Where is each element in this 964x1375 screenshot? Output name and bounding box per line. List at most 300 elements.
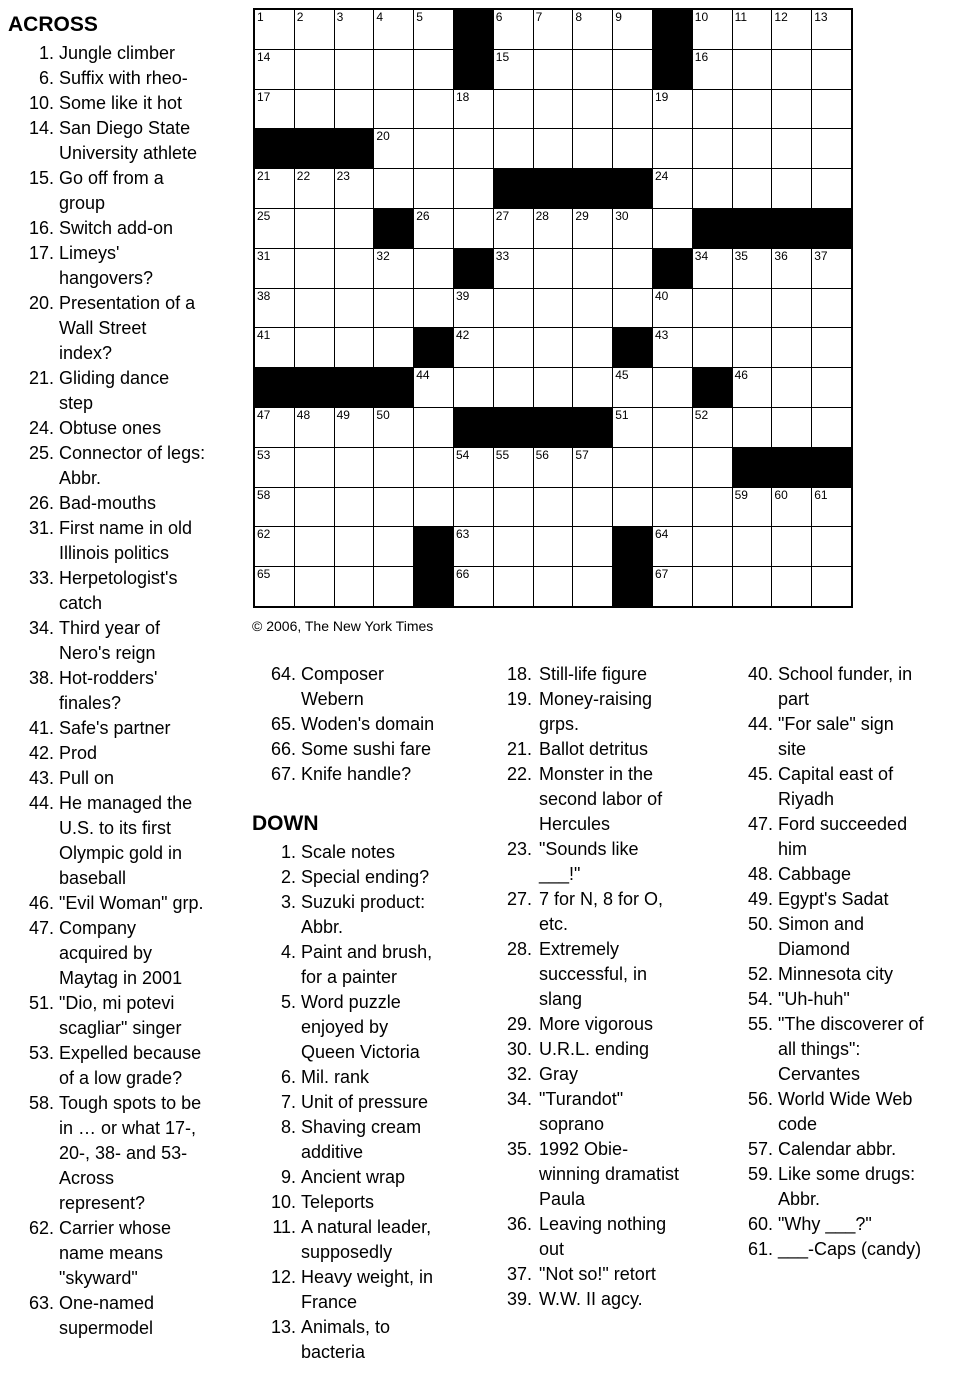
grid-cell-r14c14[interactable]	[772, 527, 811, 566]
grid-cell-r15c15[interactable]	[812, 567, 851, 606]
grid-cell-r13c15[interactable]	[812, 488, 851, 527]
grid-cell-r9c3[interactable]	[335, 328, 374, 367]
cell-number: 57	[575, 447, 589, 462]
grid-cell-r15c1[interactable]	[255, 567, 294, 606]
grid-cell-r15c4[interactable]	[374, 567, 413, 606]
clue-text: Jungle climber	[59, 43, 176, 63]
grid-cell-r13c9[interactable]	[573, 488, 612, 527]
grid-cell-r15c11[interactable]	[653, 567, 692, 606]
black-square	[573, 408, 612, 447]
grid-cell-r15c2[interactable]	[295, 567, 334, 606]
cell-number: 64	[654, 527, 669, 542]
grid-cell-r9c15[interactable]	[812, 328, 851, 367]
cell-number: 40	[654, 288, 669, 303]
grid-cell-r1c5[interactable]	[414, 10, 453, 49]
grid-cell-r8c14[interactable]	[772, 289, 811, 328]
grid-cell-r11c14[interactable]	[772, 408, 811, 447]
clue-across-38	[8, 666, 242, 716]
grid-cell-r9c13[interactable]	[733, 328, 772, 367]
clue-text: Some sushi fare	[301, 739, 432, 759]
grid-cell-r12c4[interactable]	[374, 448, 413, 487]
grid-cell-r11c12[interactable]	[693, 408, 732, 447]
cell-number: 32	[376, 248, 390, 263]
grid-cell-r11c15[interactable]	[812, 408, 851, 447]
black-square	[335, 368, 374, 407]
grid-cell-r7c12[interactable]	[693, 249, 732, 288]
clue-text: Still-life figure	[539, 664, 648, 684]
grid-cell-r9c9[interactable]	[573, 328, 612, 367]
grid-cell-r8c3[interactable]	[335, 289, 374, 328]
clue-number: 44.	[748, 714, 774, 734]
clue-down-52	[748, 962, 962, 987]
clue-across-46	[8, 891, 242, 916]
grid-cell-r9c2[interactable]	[295, 328, 334, 367]
grid-cell-r3c14[interactable]	[772, 90, 811, 129]
grid-cell-r7c1[interactable]	[255, 249, 294, 288]
grid-cell-r13c12[interactable]	[693, 488, 732, 527]
clue-number: 3.	[280, 892, 296, 912]
clue-text: Ballot detritus	[539, 739, 649, 759]
clue-number: 30.	[506, 1039, 532, 1059]
clue-number: 38.	[28, 668, 54, 688]
grid-cell-r14c4[interactable]	[374, 527, 413, 566]
grid-cell-r5c2[interactable]	[295, 169, 334, 208]
clue-down-47	[748, 812, 962, 862]
grid-cell-r12c1[interactable]	[255, 448, 294, 487]
clue-across-26	[8, 491, 242, 516]
grid-cell-r1c9[interactable]	[573, 10, 612, 49]
grid-cell-r8c8[interactable]	[534, 289, 573, 328]
grid-cell-r14c2[interactable]	[295, 527, 334, 566]
black-square	[693, 209, 732, 248]
grid-cell-r7c4[interactable]	[374, 249, 413, 288]
cell-number: 28	[535, 208, 549, 223]
clue-number: 48.	[748, 864, 774, 884]
grid-cell-r1c13[interactable]	[733, 10, 772, 49]
grid-cell-r6c6[interactable]	[454, 209, 493, 248]
grid-cell-r2c13[interactable]	[733, 50, 772, 89]
cell-number: 9	[615, 10, 622, 24]
grid-cell-r10c5[interactable]	[414, 368, 453, 407]
grid-cell-r15c12[interactable]	[693, 567, 732, 606]
clue-down-22	[505, 762, 711, 837]
clue-across-47	[8, 916, 242, 991]
black-square	[613, 567, 652, 606]
grid-cell-r15c9[interactable]	[573, 567, 612, 606]
grid-cell-r14c9[interactable]	[573, 527, 612, 566]
black-square	[613, 527, 652, 566]
grid-cell-r6c8[interactable]	[534, 209, 573, 248]
grid-cell-r2c14[interactable]	[772, 50, 811, 89]
grid-cell-r7c5[interactable]	[414, 249, 453, 288]
black-square	[255, 368, 294, 407]
grid-cell-r7c8[interactable]	[534, 249, 573, 288]
grid-cell-r12c5[interactable]	[414, 448, 453, 487]
grid-cell-r5c5[interactable]	[414, 169, 453, 208]
grid-cell-r9c4[interactable]	[374, 328, 413, 367]
grid-cell-r7c3[interactable]	[335, 249, 374, 288]
grid-cell-r4c11[interactable]	[653, 129, 692, 168]
grid-cell-r2c8[interactable]	[534, 50, 573, 89]
grid-cell-r7c14[interactable]	[772, 249, 811, 288]
grid-cell-r9c7[interactable]	[494, 328, 533, 367]
cell-number: 43	[654, 328, 669, 343]
cell-number: 30	[615, 208, 629, 223]
clue-across-17	[8, 241, 242, 291]
grid-cell-r2c7[interactable]	[494, 50, 533, 89]
grid-cell-r11c1[interactable]	[255, 408, 294, 447]
grid-cell-r3c5[interactable]	[414, 90, 453, 129]
grid-cell-r4c12[interactable]	[693, 129, 732, 168]
grid-cell-r6c1[interactable]	[255, 209, 294, 248]
grid-cell-r5c1[interactable]	[255, 169, 294, 208]
grid-cell-r5c15[interactable]	[812, 169, 851, 208]
grid-cell-r10c9[interactable]	[573, 368, 612, 407]
clue-across-42	[8, 741, 242, 766]
grid-cell-r10c11[interactable]	[653, 368, 692, 407]
cell-number: 54	[455, 447, 470, 462]
grid-cell-r15c13[interactable]	[733, 567, 772, 606]
clue-down-5	[252, 990, 484, 1065]
grid-cell-r15c7[interactable]	[494, 567, 533, 606]
clue-text: "Sounds like ___!"	[539, 839, 639, 884]
grid-cell-r8c12[interactable]	[693, 289, 732, 328]
clue-text: Mil. rank	[301, 1067, 370, 1087]
grid-cell-r13c5[interactable]	[414, 488, 453, 527]
grid-cell-r8c11[interactable]	[653, 289, 692, 328]
clue-down-59	[748, 1162, 962, 1212]
grid-cell-r5c13[interactable]	[733, 169, 772, 208]
cell-number: 41	[257, 328, 271, 343]
grid-cell-r13c1[interactable]	[255, 488, 294, 527]
grid-cell-r6c9[interactable]	[573, 209, 612, 248]
clue-across-43	[8, 766, 242, 791]
grid-cell-r7c10[interactable]	[613, 249, 652, 288]
clue-text: ___-Caps (candy)	[778, 1239, 922, 1259]
grid-cell-r3c2[interactable]	[295, 90, 334, 129]
grid-cell-r8c10[interactable]	[613, 289, 652, 328]
grid-cell-r13c11[interactable]	[653, 488, 692, 527]
grid-cell-r13c14[interactable]	[772, 488, 811, 527]
grid-cell-r8c5[interactable]	[414, 289, 453, 328]
grid-cell-r14c12[interactable]	[693, 527, 732, 566]
grid-cell-r4c6[interactable]	[454, 129, 493, 168]
cell-number: 51	[615, 407, 629, 422]
grid-cell-r13c10[interactable]	[613, 488, 652, 527]
grid-cell-r4c15[interactable]	[812, 129, 851, 168]
clue-down-35	[505, 1137, 711, 1212]
grid-cell-r8c15[interactable]	[812, 289, 851, 328]
grid-cell-r13c3[interactable]	[335, 488, 374, 527]
grid-cell-r12c12[interactable]	[693, 448, 732, 487]
grid-cell-r2c2[interactable]	[295, 50, 334, 89]
cell-number: 67	[654, 567, 669, 582]
grid-cell-r5c12[interactable]	[693, 169, 732, 208]
clue-down-11	[252, 1215, 484, 1265]
grid-cell-r13c8[interactable]	[534, 488, 573, 527]
grid-cell-r7c13[interactable]	[733, 249, 772, 288]
grid-cell-r12c11[interactable]	[653, 448, 692, 487]
clue-down-34	[505, 1087, 711, 1137]
grid-cell-r9c12[interactable]	[693, 328, 732, 367]
grid-cell-r7c2[interactable]	[295, 249, 334, 288]
clue-text: Leaving nothing out	[539, 1214, 667, 1259]
black-square	[534, 169, 573, 208]
grid-cell-r9c11[interactable]	[653, 328, 692, 367]
grid-cell-r5c4[interactable]	[374, 169, 413, 208]
grid-cell-r8c6[interactable]	[454, 289, 493, 328]
grid-cell-r10c7[interactable]	[494, 368, 533, 407]
clue-number: 41.	[28, 718, 54, 738]
grid-cell-r15c14[interactable]	[772, 567, 811, 606]
grid-cell-r11c5[interactable]	[414, 408, 453, 447]
grid-cell-r3c9[interactable]	[573, 90, 612, 129]
clue-number: 51.	[28, 993, 54, 1013]
grid-cell-r14c6[interactable]	[454, 527, 493, 566]
grid-cell-r2c1[interactable]	[255, 50, 294, 89]
grid-cell-r13c6[interactable]	[454, 488, 493, 527]
black-square	[653, 50, 692, 89]
grid-cell-r11c3[interactable]	[335, 408, 374, 447]
cell-number: 61	[814, 487, 828, 502]
clue-text: "Dio, mi potevi scagliar" singer	[59, 993, 182, 1038]
grid-cell-r5c14[interactable]	[772, 169, 811, 208]
grid-cell-r2c15[interactable]	[812, 50, 851, 89]
grid-cell-r4c8[interactable]	[534, 129, 573, 168]
grid-cell-r14c1[interactable]	[255, 527, 294, 566]
grid-cell-r1c1[interactable]	[255, 10, 294, 49]
grid-cell-r12c6[interactable]	[454, 448, 493, 487]
grid-cell-r12c9[interactable]	[573, 448, 612, 487]
grid-cell-r3c13[interactable]	[733, 90, 772, 129]
grid-cell-r1c2[interactable]	[295, 10, 334, 49]
clue-down-61	[748, 1237, 962, 1262]
grid-cell-r1c4[interactable]	[374, 10, 413, 49]
grid-cell-r7c15[interactable]	[812, 249, 851, 288]
cell-number: 38	[257, 288, 271, 303]
cell-number: 44	[416, 368, 430, 383]
grid-cell-r4c13[interactable]	[733, 129, 772, 168]
grid-cell-r9c8[interactable]	[534, 328, 573, 367]
grid-cell-r6c7[interactable]	[494, 209, 533, 248]
grid-cell-r1c14[interactable]	[772, 10, 811, 49]
clue-across-63	[8, 1291, 242, 1341]
clue-down-23	[505, 837, 711, 887]
grid-cell-r2c3[interactable]	[335, 50, 374, 89]
copyright-notice: © 2006, The New York Times	[252, 618, 434, 634]
grid-cell-r14c3[interactable]	[335, 527, 374, 566]
clue-number: 17.	[28, 243, 54, 263]
clue-across-66	[252, 737, 484, 762]
grid-cell-r3c6[interactable]	[454, 90, 493, 129]
clue-number: 18.	[506, 664, 532, 684]
grid-cell-r11c4[interactable]	[374, 408, 413, 447]
clue-down-6	[252, 1065, 484, 1090]
grid-cell-r8c2[interactable]	[295, 289, 334, 328]
grid-cell-r10c8[interactable]	[534, 368, 573, 407]
down-clue-list-2	[505, 662, 711, 1312]
grid-cell-r13c4[interactable]	[374, 488, 413, 527]
down-clues-column-2	[505, 662, 711, 1312]
grid-cell-r12c8[interactable]	[534, 448, 573, 487]
grid-cell-r10c10[interactable]	[613, 368, 652, 407]
grid-cell-r12c3[interactable]	[335, 448, 374, 487]
grid-cell-r15c8[interactable]	[534, 567, 573, 606]
grid-cell-r6c10[interactable]	[613, 209, 652, 248]
grid-cell-r12c10[interactable]	[613, 448, 652, 487]
grid-cell-r7c9[interactable]	[573, 249, 612, 288]
grid-cell-r3c4[interactable]	[374, 90, 413, 129]
clue-across-64	[252, 662, 484, 712]
grid-cell-r6c3[interactable]	[335, 209, 374, 248]
grid-cell-r14c8[interactable]	[534, 527, 573, 566]
grid-cell-r10c6[interactable]	[454, 368, 493, 407]
grid-cell-r5c6[interactable]	[454, 169, 493, 208]
clue-number: 14.	[28, 118, 54, 138]
grid-cell-r2c9[interactable]	[573, 50, 612, 89]
grid-cell-r1c10[interactable]	[613, 10, 652, 49]
clue-across-14	[8, 116, 242, 166]
clue-number: 33.	[28, 568, 54, 588]
clue-text: Suzuki product: Abbr.	[301, 892, 426, 937]
grid-cell-r8c1[interactable]	[255, 289, 294, 328]
grid-cell-r8c7[interactable]	[494, 289, 533, 328]
clue-number: 66.	[270, 739, 296, 759]
grid-cell-r3c10[interactable]	[613, 90, 652, 129]
grid-cell-r14c13[interactable]	[733, 527, 772, 566]
grid-cell-r7c7[interactable]	[494, 249, 533, 288]
grid-cell-r2c5[interactable]	[414, 50, 453, 89]
grid-cell-r9c6[interactable]	[454, 328, 493, 367]
grid-cell-r4c4[interactable]	[374, 129, 413, 168]
grid-cell-r5c11[interactable]	[653, 169, 692, 208]
clue-number: 57.	[748, 1139, 774, 1159]
clue-text: Presentation of a Wall Street index?	[59, 293, 196, 363]
grid-cell-r4c9[interactable]	[573, 129, 612, 168]
clue-text: Some like it hot	[59, 93, 183, 113]
grid-cell-r10c15[interactable]	[812, 368, 851, 407]
clue-text: "Uh-huh"	[778, 989, 850, 1009]
grid-cell-r6c5[interactable]	[414, 209, 453, 248]
clue-number: 24.	[28, 418, 54, 438]
clue-text: "The discoverer of all things": Cervantes	[778, 1014, 924, 1084]
grid-cell-r2c4[interactable]	[374, 50, 413, 89]
clue-number: 12.	[270, 1267, 296, 1287]
grid-cell-r4c14[interactable]	[772, 129, 811, 168]
grid-cell-r1c3[interactable]	[335, 10, 374, 49]
grid-cell-r3c12[interactable]	[693, 90, 732, 129]
clue-across-31	[8, 516, 242, 566]
clue-down-39	[505, 1287, 711, 1312]
grid-cell-r3c3[interactable]	[335, 90, 374, 129]
clue-number: 11.	[272, 1217, 296, 1237]
clue-number: 50.	[748, 914, 774, 934]
black-square	[454, 408, 493, 447]
clue-across-16	[8, 216, 242, 241]
black-square	[812, 448, 851, 487]
clue-number: 10.	[28, 93, 54, 113]
black-square	[733, 448, 772, 487]
grid-cell-r15c6[interactable]	[454, 567, 493, 606]
clue-down-32	[505, 1062, 711, 1087]
grid-cell-r1c15[interactable]	[812, 10, 851, 49]
grid-cell-r10c13[interactable]	[733, 368, 772, 407]
clue-text: He managed the U.S. to its first Olympic gold in baseball	[59, 793, 193, 888]
clue-down-29	[505, 1012, 711, 1037]
grid-cell-r1c12[interactable]	[693, 10, 732, 49]
grid-cell-r12c7[interactable]	[494, 448, 533, 487]
grid-cell-r13c13[interactable]	[733, 488, 772, 527]
grid-cell-r5c3[interactable]	[335, 169, 374, 208]
grid-cell-r11c11[interactable]	[653, 408, 692, 447]
grid-cell-r9c1[interactable]	[255, 328, 294, 367]
clue-number: 60.	[748, 1214, 774, 1234]
grid-cell-r14c7[interactable]	[494, 527, 533, 566]
clue-text: San Diego State University athlete	[59, 118, 198, 163]
cell-number: 24	[654, 169, 669, 184]
grid-cell-r3c15[interactable]	[812, 90, 851, 129]
grid-cell-r3c1[interactable]	[255, 90, 294, 129]
grid-cell-r11c2[interactable]	[295, 408, 334, 447]
grid-cell-r6c2[interactable]	[295, 209, 334, 248]
cell-number: 52	[694, 407, 709, 422]
grid-cell-r8c4[interactable]	[374, 289, 413, 328]
grid-cell-r4c10[interactable]	[613, 129, 652, 168]
grid-cell-r15c3[interactable]	[335, 567, 374, 606]
clue-text: Hot-rodders' finales?	[59, 668, 158, 713]
black-square	[454, 249, 493, 288]
clue-number: 64.	[270, 664, 296, 684]
clue-text: Like some drugs: Abbr.	[778, 1164, 916, 1209]
clue-text: Scale notes	[301, 842, 396, 862]
grid-cell-r10c14[interactable]	[772, 368, 811, 407]
crossword-grid	[253, 8, 853, 608]
cell-number: 33	[495, 248, 510, 263]
cell-number: 53	[257, 447, 271, 462]
clue-across-24	[8, 416, 242, 441]
across-clue-list-1	[8, 41, 242, 1341]
grid-cell-r12c2[interactable]	[295, 448, 334, 487]
clue-number: 27.	[506, 889, 532, 909]
grid-cell-r13c7[interactable]	[494, 488, 533, 527]
cell-number: 36	[774, 248, 788, 263]
grid-cell-r3c7[interactable]	[494, 90, 533, 129]
grid-cell-r8c13[interactable]	[733, 289, 772, 328]
grid-cell-r1c7[interactable]	[494, 10, 533, 49]
cell-number: 22	[296, 169, 311, 184]
grid-cell-r2c10[interactable]	[613, 50, 652, 89]
grid-cell-r8c9[interactable]	[573, 289, 612, 328]
cell-number: 46	[734, 368, 748, 383]
clue-down-18	[505, 662, 711, 687]
grid-cell-r4c5[interactable]	[414, 129, 453, 168]
grid-cell-r13c2[interactable]	[295, 488, 334, 527]
grid-cell-r6c11[interactable]	[653, 209, 692, 248]
clue-text: Gliding dance step	[59, 368, 170, 413]
grid-cell-r3c8[interactable]	[534, 90, 573, 129]
grid-cell-r2c12[interactable]	[693, 50, 732, 89]
grid-cell-r9c14[interactable]	[772, 328, 811, 367]
grid-cell-r3c11[interactable]	[653, 90, 692, 129]
grid-cell-r11c10[interactable]	[613, 408, 652, 447]
clue-number: 13.	[270, 1317, 296, 1337]
grid-cell-r14c11[interactable]	[653, 527, 692, 566]
grid-cell-r1c8[interactable]	[534, 10, 573, 49]
grid-cell-r14c15[interactable]	[812, 527, 851, 566]
grid-cell-r4c7[interactable]	[494, 129, 533, 168]
clue-number: 54.	[748, 989, 774, 1009]
grid-cell-r11c13[interactable]	[733, 408, 772, 447]
